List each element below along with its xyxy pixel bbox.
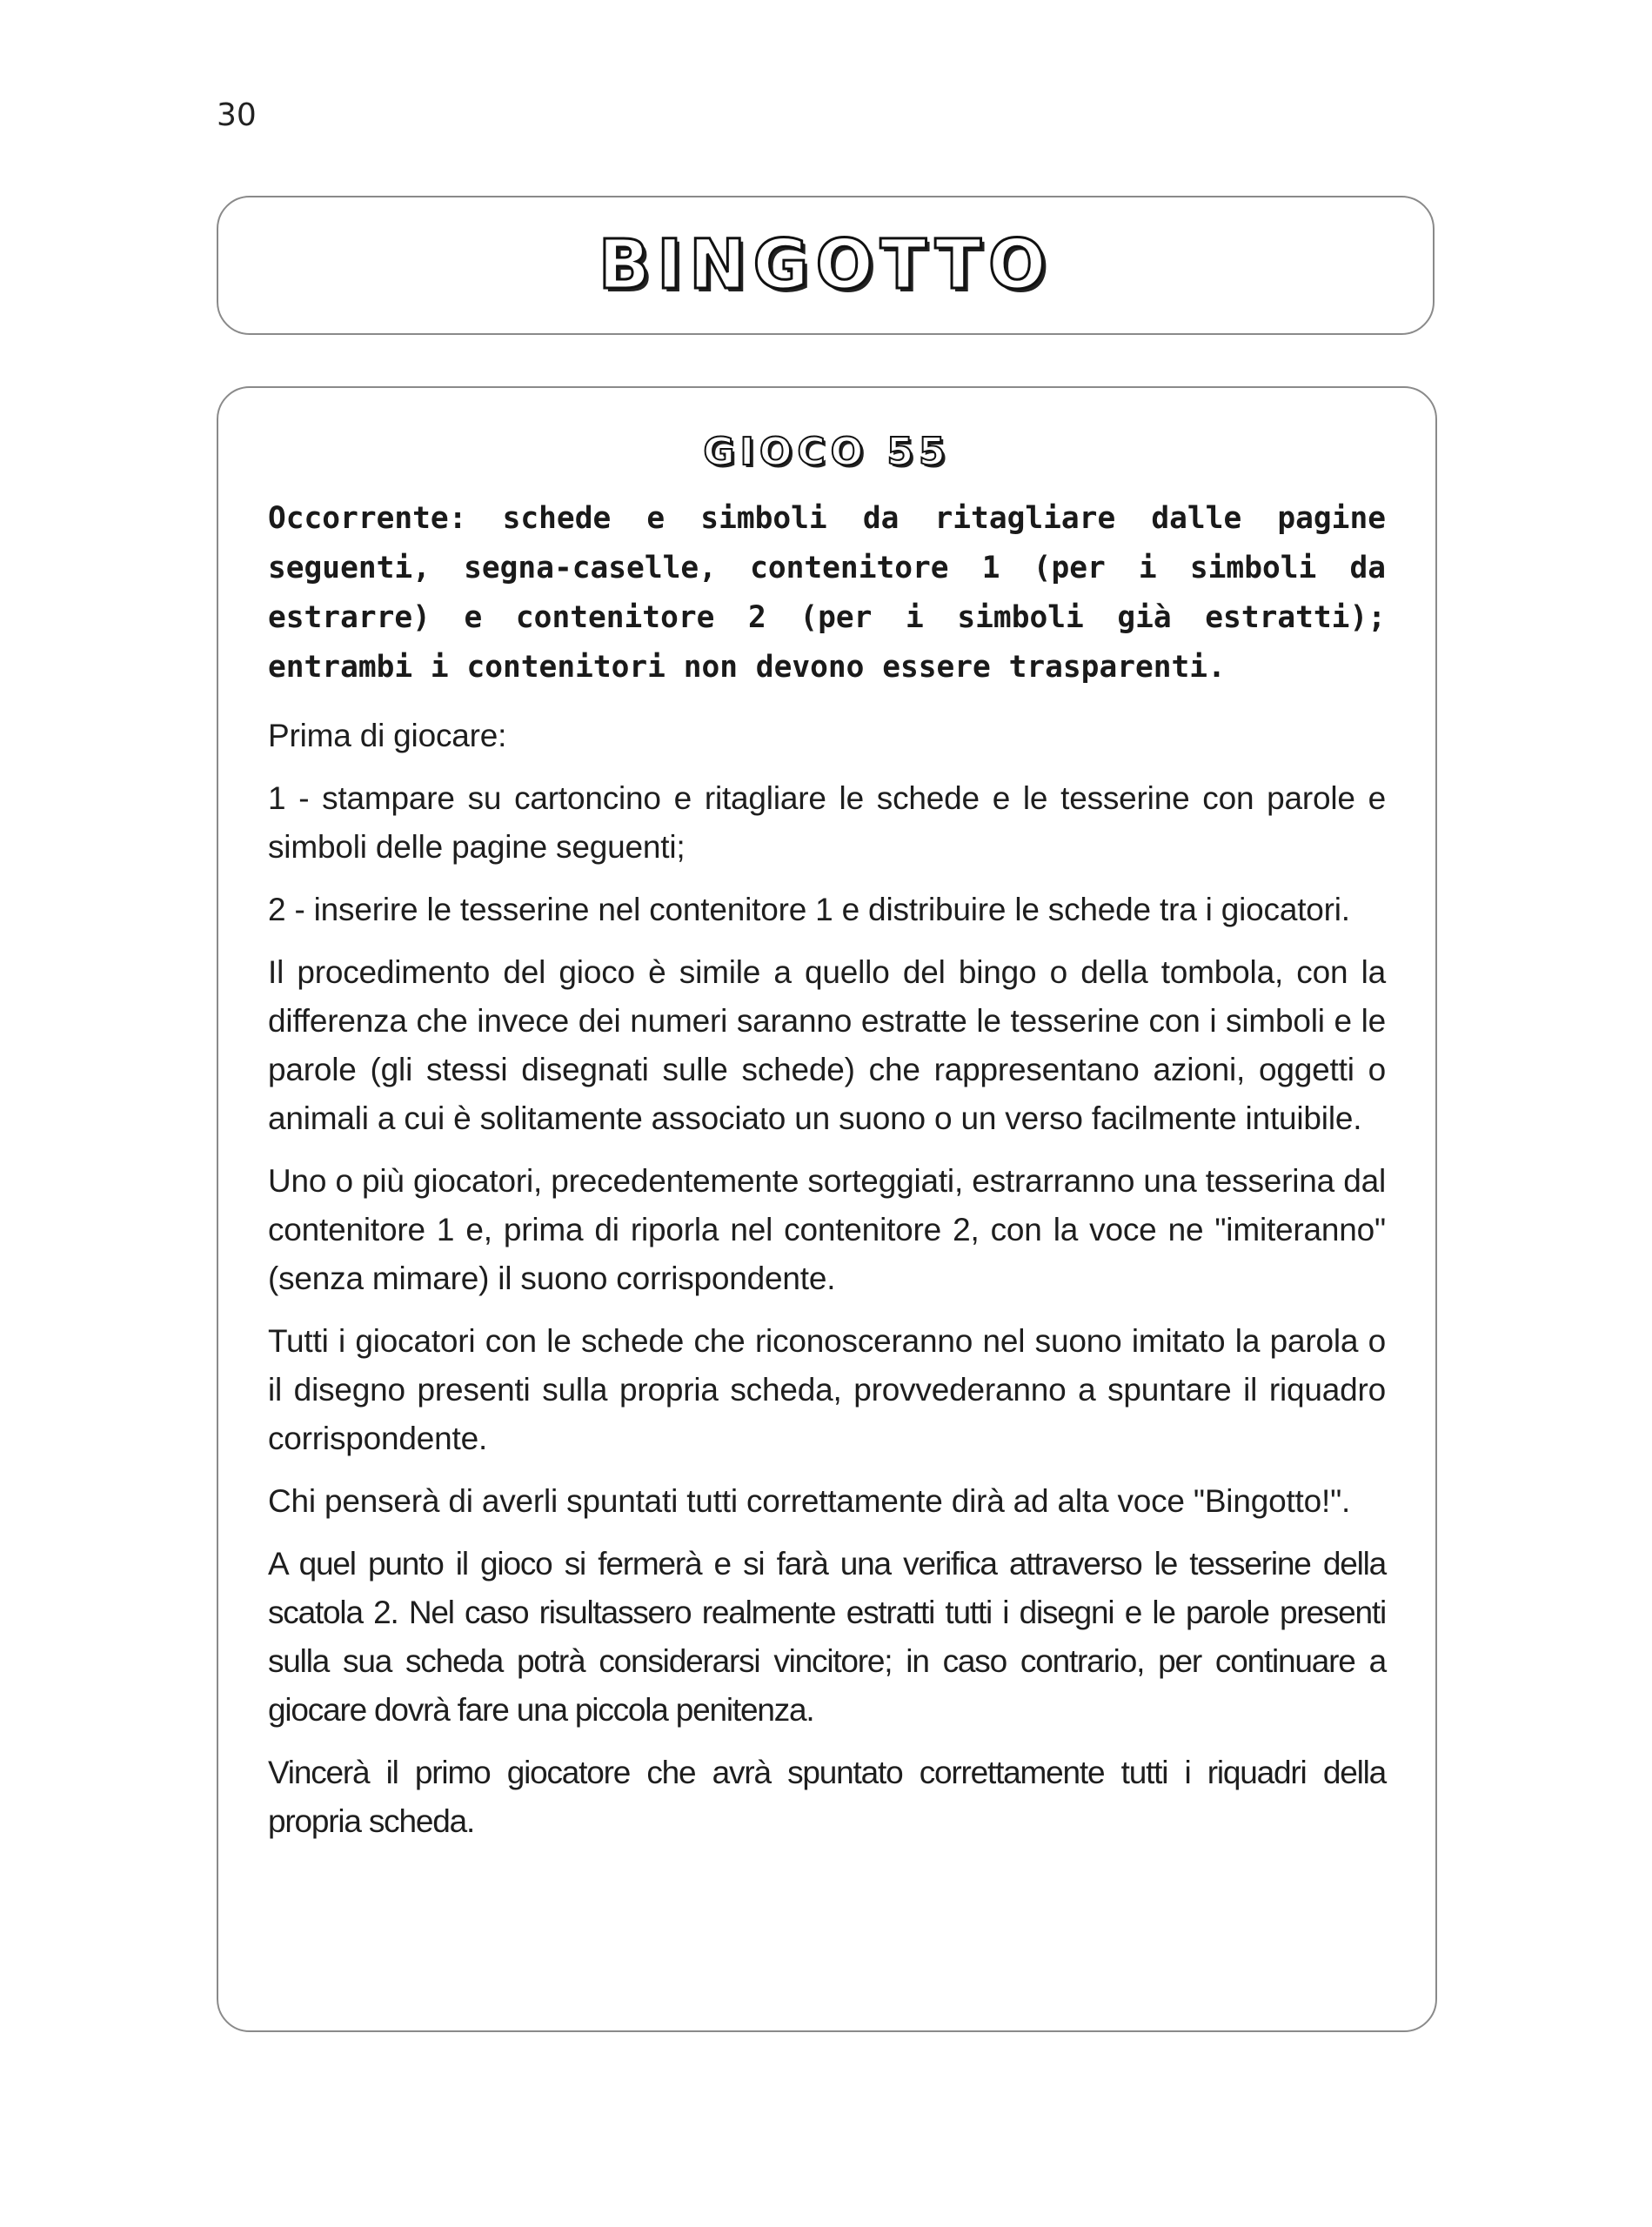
paragraph-before-playing: Prima di giocare: (268, 718, 507, 753)
paragraph-winner: Vincerà il primo giocatore che avrà spuntato correttamente tutti i riquadri della propria scheda. (268, 1755, 1386, 1839)
paragraph-step-1: 1 - stampare su cartoncino e ritagliare le schede e le tesserine con parole e simboli delle pagine seguenti; (268, 780, 1386, 865)
paragraph-verification: A quel punto il gioco si fermerà e si farà una verifica attraverso le tesserine della scatola 2. Nel caso risultassero realmente estratti tutti i disegni e le parole presenti sulla sua scheda potrà considerarsi vincitore; in caso contrario, per continuare a giocare dovrà fare una piccola penitenza. (268, 1546, 1386, 1728)
page-title: BINGOTTO (598, 226, 1053, 304)
title-box (217, 196, 1435, 335)
game-title: GIOCO 55 (703, 430, 951, 474)
paragraph-procedure: Il procedimento del gioco è simile a quello del bingo o della tombola, con la differenza che invece dei numeri saranno estratte le tesserine con i simboli e le parole (gli stessi disegnati sulle schede) che rappresentano azioni, oggetti o animali a cui è solitamente associato un suono o un verso facilmente intuibile. (268, 954, 1386, 1136)
paragraph-step-2: 2 - inserire le tesserine nel contenitore 1 e distribuire le schede tra i giocatori. (268, 892, 1350, 927)
paragraph-bingotto-call: Chi penserà di averli spuntati tutti correttamente dirà ad alta voce "Bingotto!". (268, 1483, 1351, 1519)
paragraph-extraction: Uno o più giocatori, precedentemente sorteggiati, estrarranno una tesserina dal contenitore 1 e, prima di riporla nel contenitore 2, con la voce ne "imiteranno" (senza mimare) il suono corrispondente. (268, 1163, 1386, 1296)
materials-text: Occorrente: schede e simboli da ritagliare dalle pagine seguenti, segna-caselle, contenitore 1 (per i simboli da estrarre) e contenitore 2 (per i simboli già estratti); entrambi i contenitori non devono essere trasparenti. (268, 501, 1386, 685)
paragraph-marking: Tutti i giocatori con le schede che riconosceranno nel suono imitato la parola o il disegno presenti sulla propria scheda, provvederanno a spuntare il riquadro corrispondente. (268, 1323, 1386, 1456)
game-content-box (217, 386, 1437, 2032)
page-number: 30 (217, 97, 257, 133)
